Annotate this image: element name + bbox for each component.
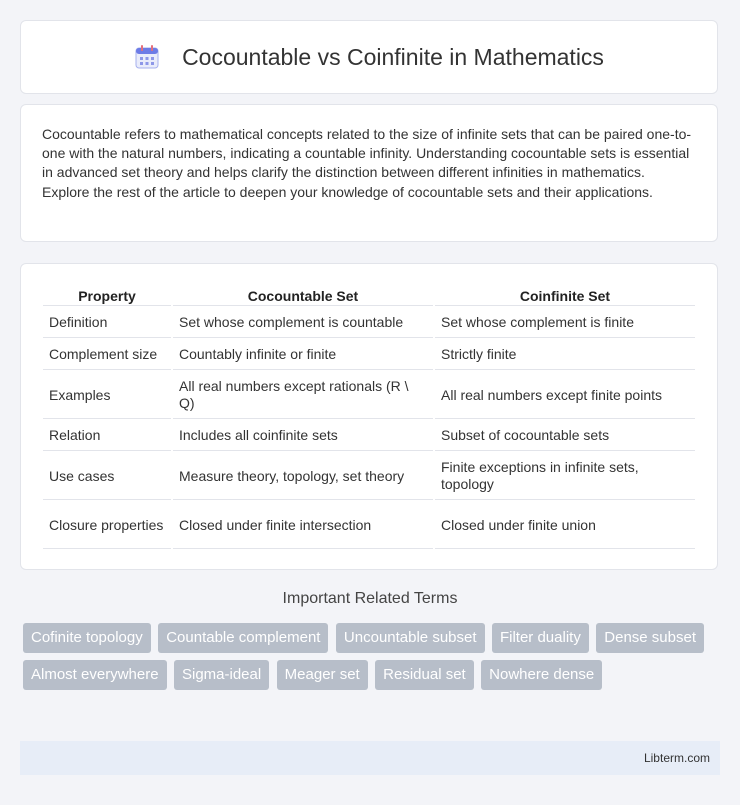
related-term-tag[interactable]: Dense subset	[596, 623, 704, 653]
related-terms-heading: Important Related Terms	[282, 590, 458, 607]
footer-site-link[interactable]: Libterm.com	[643, 751, 710, 765]
comparison-table	[41, 284, 697, 551]
related-term-tag[interactable]: Nowhere dense	[481, 660, 602, 690]
table-cell: Set whose complement is finite	[435, 308, 695, 338]
table-cell: Measure theory, topology, set theory	[173, 453, 433, 500]
related-term-tag[interactable]: Countable complement	[158, 623, 328, 653]
calendar-icon	[134, 44, 160, 70]
column-header: Coinfinite Set	[435, 286, 695, 306]
related-term-tag[interactable]: Residual set	[375, 660, 474, 690]
table-header-row	[43, 286, 695, 306]
table-cell: Complement size	[43, 340, 171, 370]
intro-card	[20, 104, 718, 242]
table-cell: Countably infinite or finite	[173, 340, 433, 370]
table-cell: Definition	[43, 308, 171, 338]
table-cell: Closed under finite intersection	[173, 502, 433, 549]
column-header: Property	[43, 286, 171, 306]
related-term-tag[interactable]: Sigma-ideal	[174, 660, 269, 690]
table-cell: Use cases	[43, 453, 171, 500]
table-cell: Relation	[43, 421, 171, 451]
comparison-table-card	[20, 263, 718, 570]
related-terms-list	[23, 623, 723, 697]
related-term-tag[interactable]: Meager set	[277, 660, 368, 690]
table-row	[43, 340, 695, 370]
related-term-tag[interactable]: Cofinite topology	[23, 623, 151, 653]
table-row	[43, 453, 695, 500]
table-cell: All real numbers except finite points	[435, 372, 695, 419]
table-cell: Closure properties	[43, 502, 171, 549]
table-row	[43, 372, 695, 419]
table-cell: All real numbers except rationals (R \ Q)	[173, 372, 433, 419]
table-cell: Examples	[43, 372, 171, 419]
intro-text: Cocountable refers to mathematical concepts related to the size of infinite sets that can be paired one-to-one with the natural numbers, indicating a countable infinity. Understanding cocountable sets is essential in advanced set theory and helps clarify the distinction between different infinities in mathematics. Explore the rest of the article to deepen your knowledge of cocountable sets and their applications.	[42, 126, 692, 200]
related-term-tag[interactable]: Filter duality	[492, 623, 589, 653]
table-cell: Strictly finite	[435, 340, 695, 370]
table-row	[43, 308, 695, 338]
page-title: Cocountable vs Coinfinite in Mathematics	[182, 43, 604, 70]
table-cell: Finite exceptions in infinite sets, topology	[435, 453, 695, 500]
related-term-tag[interactable]: Uncountable subset	[336, 623, 485, 653]
table-cell: Subset of cocountable sets	[435, 421, 695, 451]
table-row	[43, 502, 695, 549]
footer	[20, 741, 720, 775]
related-term-tag[interactable]: Almost everywhere	[23, 660, 167, 690]
column-header: Cocountable Set	[173, 286, 433, 306]
title-card	[20, 20, 718, 94]
table-cell: Includes all coinfinite sets	[173, 421, 433, 451]
table-row	[43, 421, 695, 451]
table-cell: Closed under finite union	[435, 502, 695, 549]
table-cell: Set whose complement is countable	[173, 308, 433, 338]
